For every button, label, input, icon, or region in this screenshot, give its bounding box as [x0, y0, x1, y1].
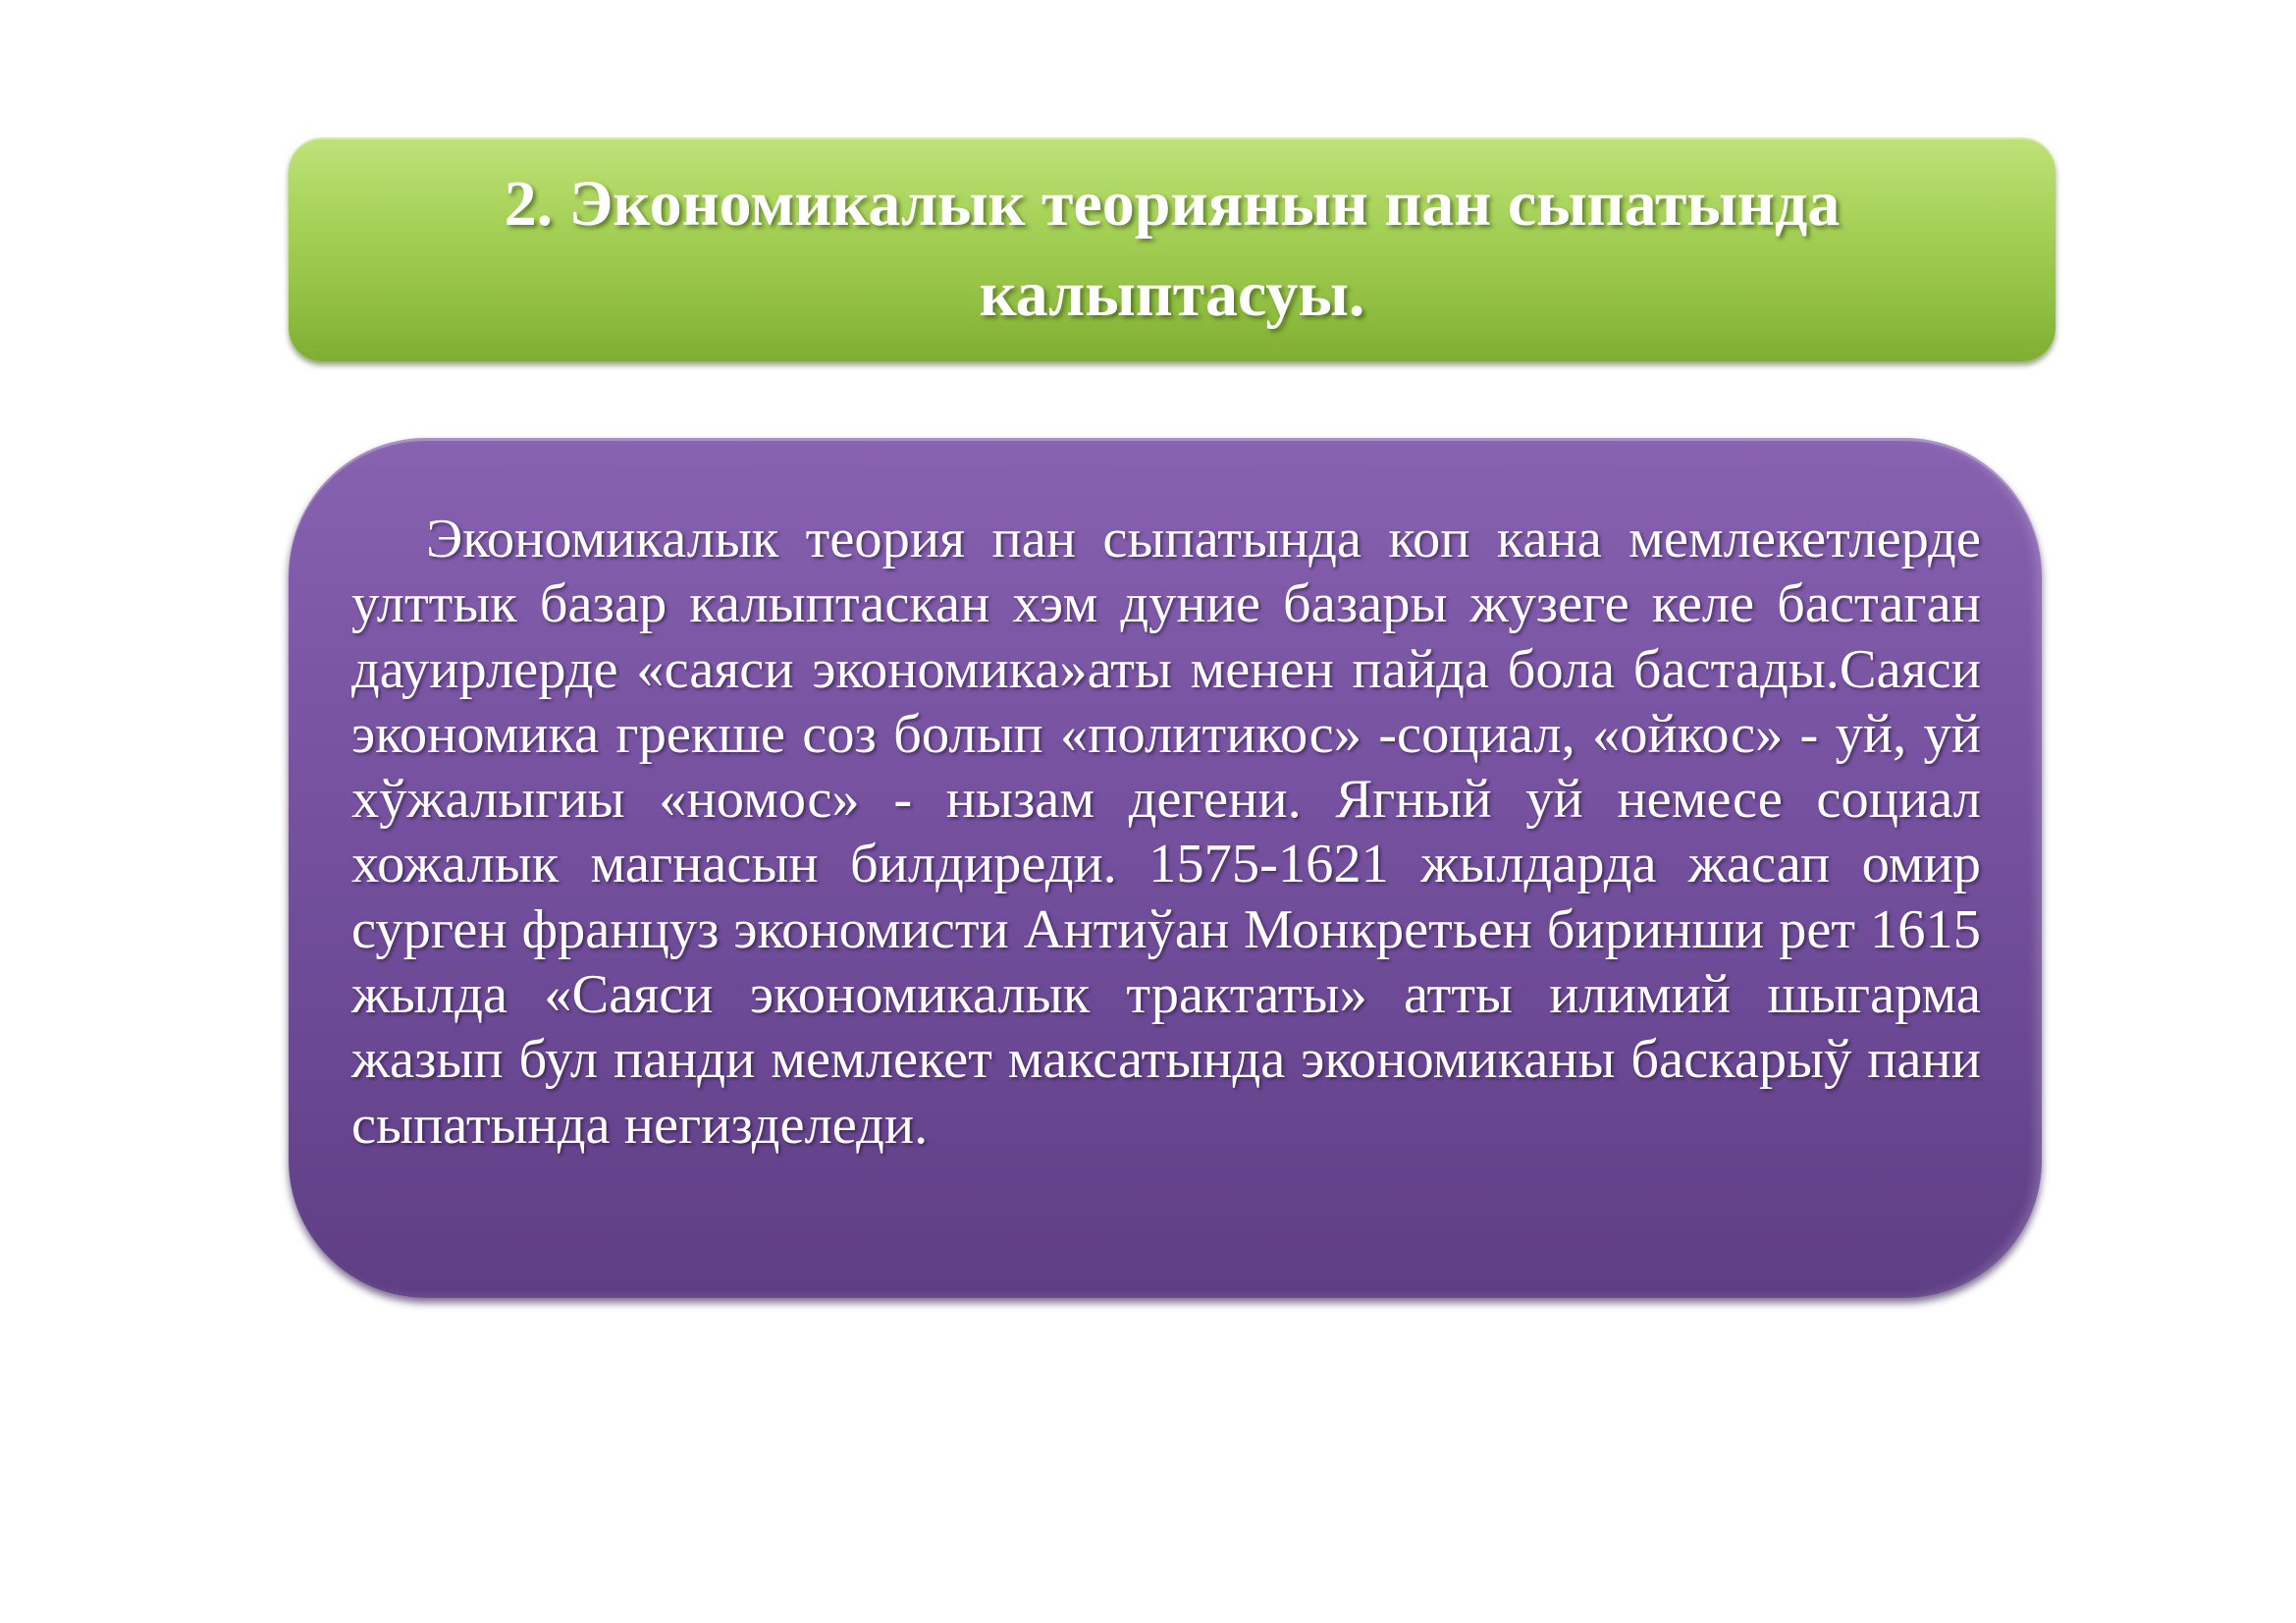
body-paragraph: Экономикалык теория пан сыпатында коп кана мемлекетлерде улттык базар калыптаскан хэм дуние базары жузеге келе бастаган дауирлерде «саяси экономика»аты менен пайда бола бастады.Саяси экономика грекше соз болып «политикос» -социал, «ойкос» - уй, уй хўжалыгиы «номос» - нызам дегени. Ягный уй немесе социал хожалык магнасын билдиреди. 1575-1621 жылдарда жасап омир сурген француз экономисти Антиўан Монкретьен биринши рет 1615 жылда «Саяси экономикалык трактаты» атты илимий шыгарма жазып бул панди мемлекет максатында экономиканы баскарыў пани сыпатында негизделеди.: [351, 509, 1981, 1156]
content-box: [289, 438, 2042, 1298]
title-box: [289, 137, 2056, 361]
slide-title: 2. Экономикалык теориянын пан сыпатында калыптасуы.: [504, 168, 1841, 330]
